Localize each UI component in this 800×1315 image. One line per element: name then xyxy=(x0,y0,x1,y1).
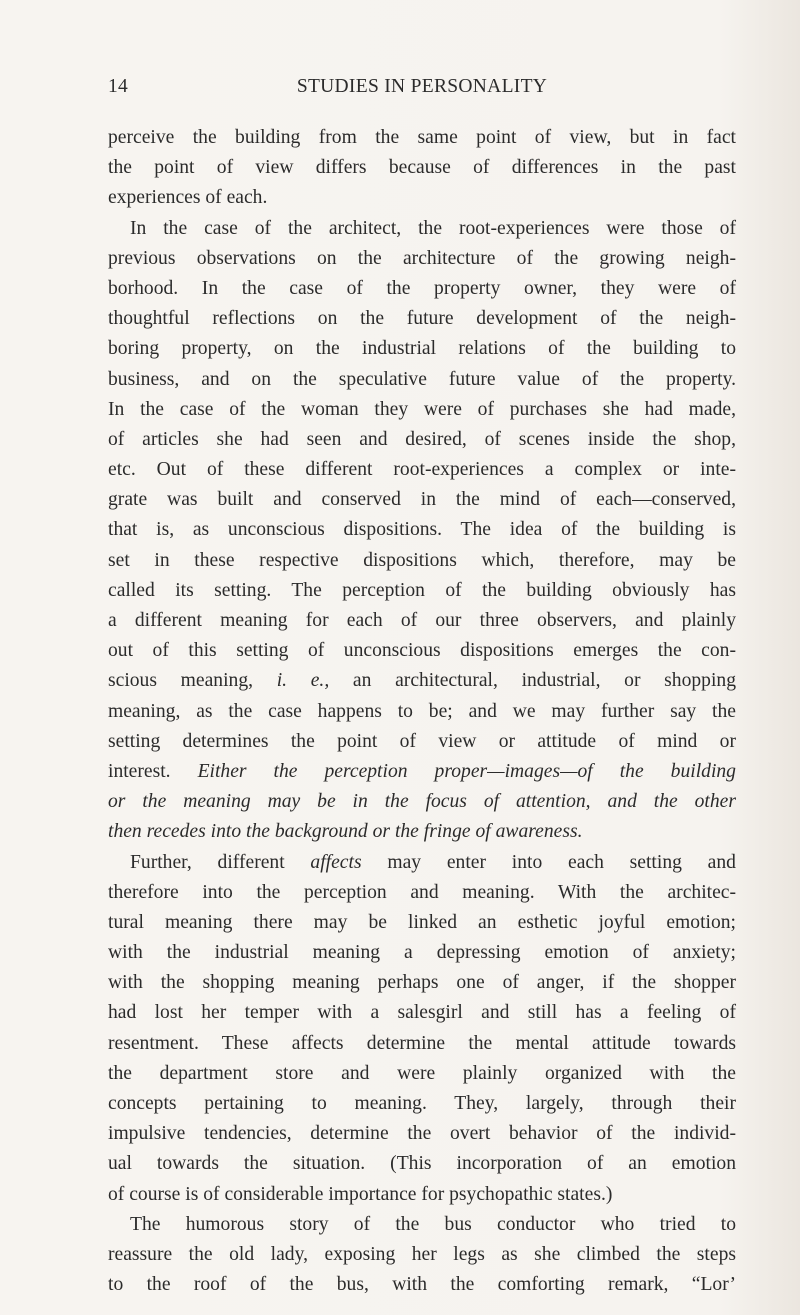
text-line: out of this setting of unconscious dispositions emerges the con- xyxy=(108,640,736,662)
italic-segment: Either the perception proper—images—of the building xyxy=(197,760,736,782)
text-line: that is, as unconscious dispositions. The idea of the building is xyxy=(108,519,736,541)
text-segment: an architectural, industrial, or shopping xyxy=(352,670,737,692)
page-header xyxy=(108,76,736,106)
text-line: business, and on the speculative future value of the property. xyxy=(108,368,736,390)
italic-segment: affects xyxy=(310,851,362,873)
text-line: etc. Out of these different root-experiences a complex or inte- xyxy=(108,459,736,481)
text-line: setting determines the point of view or attitude of mind or xyxy=(108,730,736,752)
text-line: with the shopping meaning perhaps one of anger, if the shopper xyxy=(108,972,736,994)
text-line: previous observations on the architecture of the growing neigh- xyxy=(108,247,736,269)
text-line: of articles she had seen and desired, of scenes inside the shop, xyxy=(108,428,736,450)
body-text xyxy=(108,123,736,1300)
text-line: then recedes into the background or the fringe of awareness. xyxy=(108,821,583,843)
text-line: of course is of considerable importance for psychopathic states.) xyxy=(108,1183,613,1205)
text-segment: scious meaning, xyxy=(108,670,254,692)
text-line: ual towards the situation. (This incorporation of an emotion xyxy=(108,1153,736,1175)
text-line: the point of view differs because of differences in the past xyxy=(108,157,736,179)
text-line: borhood. In the case of the property owner, they were of xyxy=(108,277,736,299)
text-line: perceive the building from the same point of view, but in fact xyxy=(108,127,736,148)
text-line: meaning, as the case happens to be; and we may further say the xyxy=(108,700,736,722)
text-line: boring property, on the industrial relations of the building to xyxy=(108,338,736,360)
text-line: In the case of the woman they were of purchases she had made, xyxy=(108,398,736,420)
text-line xyxy=(108,666,736,696)
text-line: with the industrial meaning a depressing emotion of anxiety; xyxy=(108,942,736,964)
text-line: had lost her temper with a salesgirl and still has a feeling of xyxy=(108,1002,736,1024)
text-line: In the case of the architect, the root-experiences were those of xyxy=(130,217,736,239)
text-line: impulsive tendencies, determine the overt behavior of the individ- xyxy=(108,1123,736,1145)
text-segment: may enter into each setting and xyxy=(387,851,736,873)
text-line: concepts pertaining to meaning. They, largely, through their xyxy=(108,1093,736,1114)
text-line: a different meaning for each of our three observers, and plainly xyxy=(108,610,736,631)
italic-segment: i. e., xyxy=(276,670,330,692)
text-line: resentment. These affects determine the mental attitude towards xyxy=(108,1032,736,1054)
text-line: to the roof of the bus, with the comforting remark, “Lor’ xyxy=(108,1274,736,1296)
text-line: thoughtful reflections on the future development of the neigh- xyxy=(108,308,736,330)
text-line: the department store and were plainly organized with the xyxy=(108,1062,736,1084)
text-line: called its setting. The perception of the building obviously has xyxy=(108,579,736,601)
text-segment: interest. xyxy=(108,760,171,782)
text-line: experiences of each. xyxy=(108,187,268,209)
text-line: reassure the old lady, exposing her legs as she climbed the steps xyxy=(108,1243,736,1265)
text-line: set in these respective dispositions which, therefore, may be xyxy=(108,549,736,571)
page-number: 14 xyxy=(108,76,129,97)
text-line: therefore into the perception and meaning. With the architec- xyxy=(108,881,736,903)
text-line: or the meaning may be in the focus of attention, and the other xyxy=(108,791,736,813)
text-line xyxy=(108,757,736,787)
running-title: STUDIES IN PERSONALITY xyxy=(296,76,548,97)
text-line: The humorous story of the bus conductor who tried to xyxy=(130,1213,736,1235)
text-segment: Further, different xyxy=(130,851,285,873)
text-line: tural meaning there may be linked an esthetic joyful emotion; xyxy=(108,911,736,933)
text-line: grate was built and conserved in the mind of each—conserved, xyxy=(108,489,736,511)
text-line xyxy=(108,848,736,878)
